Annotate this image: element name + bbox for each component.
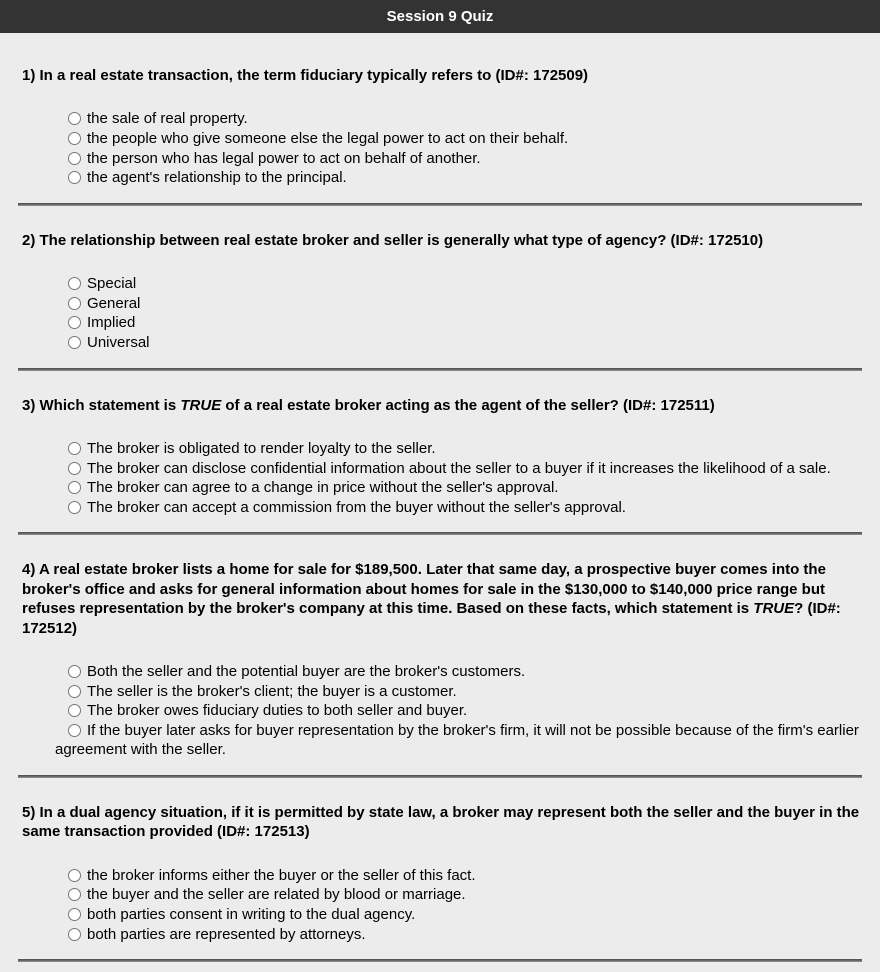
answer-option-label: the person who has legal power to act on behalf of another. [87, 149, 481, 167]
answer-radio[interactable] [68, 704, 81, 717]
question-text-italic: TRUE [180, 396, 222, 414]
answer-option-label: the broker informs either the buyer or the seller of this fact. [87, 866, 476, 884]
answer-option [0, 459, 880, 479]
options-group [0, 662, 880, 760]
question-block-1 [0, 66, 880, 206]
answer-option [0, 682, 880, 702]
answer-option [0, 721, 880, 760]
question-text-italic: TRUE [753, 600, 795, 618]
quiz-title: Session 9 Quiz [386, 8, 494, 25]
answer-option-label: The broker can disclose confidential information about the seller to a buyer if it increases the likelihood of a sale. [87, 459, 831, 477]
answer-option-label: The broker is obligated to render loyalty to the seller. [87, 439, 436, 457]
question-text-part: ? (ID#: 172512) [22, 600, 841, 637]
answer-option-label: The broker can accept a commission from the buyer without the seller's approval. [87, 498, 626, 516]
answer-radio[interactable] [68, 336, 81, 349]
question-divider [18, 203, 862, 206]
answer-option [0, 662, 880, 682]
question-text [22, 560, 860, 638]
question-text-part: 5) In a dual agency situation, if it is permitted by state law, a broker may represent both the seller and the buyer in the same transaction provided (ID#: 172513) [22, 803, 860, 841]
answer-radio[interactable] [68, 665, 81, 678]
answer-radio[interactable] [68, 481, 81, 494]
question-text-part: 1) In a real estate transaction, the term fiduciary typically refers to (ID#: 172509) [22, 67, 589, 84]
answer-option-label: The broker can agree to a change in price without the seller's approval. [87, 479, 559, 497]
question-text-part: 2) The relationship between real estate broker and seller is generally what type of agency? (ID#: 172510) [22, 231, 764, 249]
answer-option [0, 866, 880, 886]
answer-option-label: the sale of real property. [87, 110, 248, 128]
question-text [22, 803, 860, 842]
answer-radio[interactable] [68, 112, 81, 125]
answer-option [0, 313, 880, 333]
answer-option [0, 274, 880, 294]
answer-option [0, 885, 880, 905]
answer-option-label: The seller is the broker's client; the buyer is a customer. [87, 682, 457, 700]
answer-radio[interactable] [68, 724, 81, 737]
answer-radio[interactable] [68, 442, 81, 455]
question-text [22, 396, 860, 415]
question-divider [18, 959, 862, 962]
answer-option [0, 925, 880, 945]
answer-option-label: both parties consent in writing to the dual agency. [87, 905, 416, 923]
answer-option-label: General [87, 294, 141, 312]
question-block-3 [0, 396, 880, 536]
answer-radio[interactable] [68, 316, 81, 329]
answer-radio[interactable] [68, 152, 81, 165]
question-text [22, 66, 860, 85]
question-divider [18, 368, 862, 371]
answer-option-label: Implied [87, 314, 136, 332]
answer-radio[interactable] [68, 132, 81, 145]
answer-radio[interactable] [68, 928, 81, 941]
question-text-part: 3) Which statement is [22, 396, 181, 414]
question-block-4 [0, 560, 880, 778]
question-divider [18, 532, 862, 535]
answer-option-label: If the buyer later asks for buyer representation by the broker's firm, it will not be possible because of the firm's earlier agreement with the seller. [55, 721, 859, 759]
answer-option-label: the buyer and the seller are related by blood or marriage. [87, 886, 466, 904]
answer-radio[interactable] [68, 908, 81, 921]
answer-option [0, 905, 880, 925]
answer-option-label: Special [87, 275, 137, 293]
options-group [0, 439, 880, 517]
answer-option-label: the people who give someone else the legal power to act on their behalf. [87, 130, 569, 147]
answer-option [0, 333, 880, 353]
answer-radio[interactable] [68, 462, 81, 475]
answer-radio[interactable] [68, 869, 81, 882]
question-text-part: 4) A real estate broker lists a home for sale for $189,500. Later that same day, a prospective buyer comes into the broker's office and asks for general information about homes for sale in the $130,000 to $140,000 price range but refuses representation by the broker's company at this time. Based on these facts, which statement is [22, 561, 826, 618]
quiz-header-bar [0, 0, 880, 33]
answer-radio[interactable] [68, 501, 81, 514]
answer-option-label: Universal [87, 333, 150, 351]
question-block-2 [0, 231, 880, 371]
answer-option-label: both parties are represented by attorneys. [87, 925, 366, 943]
question-block-5 [0, 803, 880, 962]
answer-radio[interactable] [68, 888, 81, 901]
answer-option-label: the agent's relationship to the principal. [87, 169, 347, 187]
answer-radio[interactable] [68, 277, 81, 290]
answer-option [0, 439, 880, 459]
answer-option [0, 129, 880, 149]
answer-option [0, 701, 880, 721]
answer-option [0, 478, 880, 498]
answer-radio[interactable] [68, 297, 81, 310]
answer-option [0, 149, 880, 169]
options-group [0, 109, 880, 187]
answer-option [0, 109, 880, 129]
answer-radio[interactable] [68, 171, 81, 184]
answer-radio[interactable] [68, 685, 81, 698]
question-divider [18, 775, 862, 778]
answer-option-label: Both the seller and the potential buyer are the broker's customers. [87, 662, 526, 680]
answer-option-label: The broker owes fiduciary duties to both seller and buyer. [87, 702, 468, 720]
answer-option [0, 498, 880, 518]
quiz-body [0, 33, 880, 972]
question-text-part: of a real estate broker acting as the agent of the seller? (ID#: 172511) [221, 396, 715, 414]
options-group [0, 866, 880, 944]
answer-option [0, 168, 880, 188]
options-group [0, 274, 880, 352]
answer-option [0, 294, 880, 314]
question-text [22, 231, 860, 250]
